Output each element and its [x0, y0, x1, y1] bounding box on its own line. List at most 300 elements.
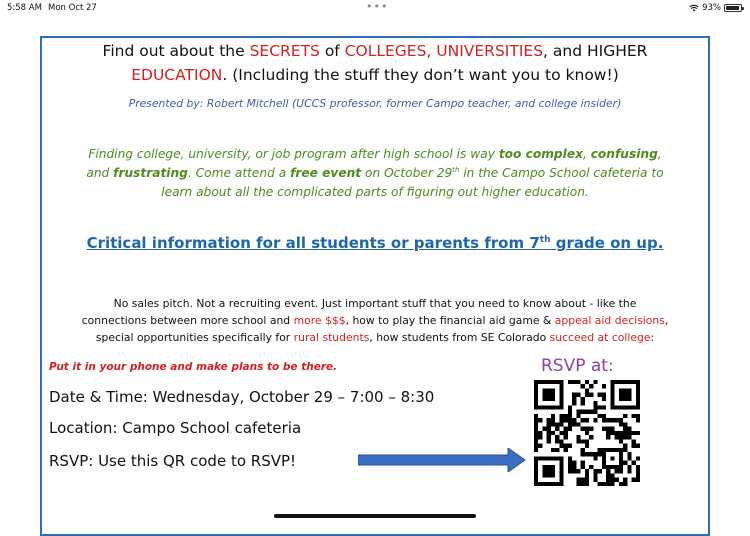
- right-arrow-icon: [358, 448, 526, 472]
- qr-module: [559, 456, 563, 460]
- qr-module: [534, 380, 538, 384]
- qr-module: [636, 418, 640, 422]
- qr-module: [581, 418, 585, 422]
- qr-module: [534, 482, 538, 486]
- qr-module: [555, 435, 559, 439]
- qr-module: [559, 422, 563, 426]
- qr-module: [619, 452, 623, 456]
- qr-module: [542, 469, 546, 473]
- qr-module: [538, 444, 542, 448]
- qr-module: [547, 405, 551, 409]
- qr-module: [623, 422, 627, 426]
- qr-module: [623, 380, 627, 384]
- qr-module: [568, 410, 572, 414]
- qr-module: [572, 465, 576, 469]
- intro-line-1: Finding college, university, or job program after high school is way too complex, confusing,: [88, 147, 662, 161]
- qr-module: [538, 431, 542, 435]
- qr-module: [572, 418, 576, 422]
- qr-module: [636, 469, 640, 473]
- qr-module: [615, 405, 619, 409]
- qr-module: [585, 388, 589, 392]
- qr-module: [559, 418, 563, 422]
- qr-module: [589, 384, 593, 388]
- qr-module: [585, 431, 589, 435]
- qr-module: [542, 397, 546, 401]
- qr-module: [538, 456, 542, 460]
- qr-module: [559, 478, 563, 482]
- qr-module: [559, 401, 563, 405]
- qr-module: [627, 469, 631, 473]
- qr-module: [547, 435, 551, 439]
- qr-module: [636, 444, 640, 448]
- qr-module: [606, 482, 610, 486]
- qr-module: [610, 448, 614, 452]
- qr-module: [632, 431, 636, 435]
- qr-module: [568, 405, 572, 409]
- qr-module: [534, 461, 538, 465]
- intro-line-2: and frustrating. Come attend a free event on October 29th in the Campo School cafeteria to: [86, 166, 664, 181]
- qr-module: [568, 422, 572, 426]
- qr-module: [547, 431, 551, 435]
- qr-module: [568, 465, 572, 469]
- qr-module: [542, 427, 546, 431]
- qr-module: [619, 422, 623, 426]
- qr-module: [547, 482, 551, 486]
- qr-module: [602, 452, 606, 456]
- qr-module: [610, 418, 614, 422]
- qr-module: [610, 397, 614, 401]
- qr-module: [585, 478, 589, 482]
- qr-module: [555, 456, 559, 460]
- qr-module: [534, 473, 538, 477]
- qr-module: [636, 414, 640, 418]
- qr-module: [581, 452, 585, 456]
- qr-module: [581, 427, 585, 431]
- qr-module: [627, 393, 631, 397]
- qr-module: [619, 397, 623, 401]
- qr-module: [559, 469, 563, 473]
- qr-module: [623, 482, 627, 486]
- qr-module: [589, 435, 593, 439]
- qr-module: [551, 388, 555, 392]
- qr-module: [598, 405, 602, 409]
- qr-module: [538, 418, 542, 422]
- qr-module: [593, 456, 597, 460]
- qr-module: [551, 465, 555, 469]
- qr-module: [593, 469, 597, 473]
- qr-module: [555, 405, 559, 409]
- qr-module: [610, 473, 614, 477]
- qr-module: [615, 431, 619, 435]
- qr-module: [534, 431, 538, 435]
- qr-module: [606, 478, 610, 482]
- qr-module: [585, 452, 589, 456]
- qr-module: [572, 469, 576, 473]
- qr-module: [623, 478, 627, 482]
- qr-module: [593, 405, 597, 409]
- qr-module: [534, 414, 538, 418]
- qr-module: [572, 422, 576, 426]
- qr-module: [606, 435, 610, 439]
- qr-module: [606, 431, 610, 435]
- qr-module: [623, 393, 627, 397]
- qr-module: [564, 431, 568, 435]
- qr-module: [619, 435, 623, 439]
- qr-module: [568, 380, 572, 384]
- qr-module: [568, 461, 572, 465]
- qr-module: [551, 380, 555, 384]
- qr-module: [576, 414, 580, 418]
- qr-module: [589, 393, 593, 397]
- qr-module: [636, 401, 640, 405]
- qr-module: [636, 397, 640, 401]
- put-it-in-phone-note: Put it in your phone and make plans to be there.: [49, 361, 338, 373]
- qr-module: [585, 393, 589, 397]
- qr-module: [547, 427, 551, 431]
- qr-module: [559, 384, 563, 388]
- qr-module: [542, 465, 546, 469]
- wifi-icon: [689, 4, 699, 12]
- qr-module: [623, 461, 627, 465]
- qr-module: [623, 444, 627, 448]
- qr-module: [559, 405, 563, 409]
- battery-icon: [724, 4, 742, 12]
- qr-module: [606, 465, 610, 469]
- qr-module: [606, 427, 610, 431]
- battery-percent: 93%: [702, 3, 721, 13]
- qr-module: [623, 435, 627, 439]
- qr-module: [619, 431, 623, 435]
- qr-module: [559, 482, 563, 486]
- qr-module: [606, 448, 610, 452]
- qr-module: [559, 397, 563, 401]
- status-right: [689, 3, 742, 13]
- qr-module: [559, 473, 563, 477]
- qr-module: [606, 418, 610, 422]
- qr-module: [636, 405, 640, 409]
- qr-module: [610, 465, 614, 469]
- qr-module: [610, 478, 614, 482]
- qr-module: [602, 456, 606, 460]
- qr-module: [585, 439, 589, 443]
- qr-module: [564, 435, 568, 439]
- qr-module: [564, 418, 568, 422]
- qr-module: [551, 456, 555, 460]
- qr-module: [551, 397, 555, 401]
- qr-module: [632, 461, 636, 465]
- body-line-3: special opportunities specifically for rural students, how students from SE Colorado succeed at college:: [95, 331, 655, 344]
- qr-module: [598, 448, 602, 452]
- qr-module: [568, 427, 572, 431]
- qr-module: [551, 393, 555, 397]
- qr-module: [534, 422, 538, 426]
- qr-module: [572, 401, 576, 405]
- qr-module: [547, 465, 551, 469]
- qr-module: [615, 465, 619, 469]
- qr-module: [627, 388, 631, 392]
- qr-module: [576, 469, 580, 473]
- location-line: Location: Campo School cafeteria: [49, 419, 302, 437]
- qr-module: [542, 473, 546, 477]
- qr-module: [602, 384, 606, 388]
- qr-module: [534, 465, 538, 469]
- qr-module: [610, 482, 614, 486]
- header-line-2: EDUCATION. (Including the stuff they don’t want you to know!): [131, 66, 619, 84]
- qr-module: [534, 397, 538, 401]
- qr-module: [610, 384, 614, 388]
- qr-module: [576, 439, 580, 443]
- qr-module: [619, 393, 623, 397]
- qr-module: [610, 405, 614, 409]
- qr-module: [534, 435, 538, 439]
- qr-module: [632, 414, 636, 418]
- qr-module: [636, 393, 640, 397]
- qr-module: [619, 465, 623, 469]
- qr-module: [627, 452, 631, 456]
- qr-module: [585, 418, 589, 422]
- qr-module: [619, 456, 623, 460]
- qr-module: [610, 456, 614, 460]
- qr-module: [598, 393, 602, 397]
- qr-module: [636, 478, 640, 482]
- qr-module: [615, 478, 619, 482]
- qr-module: [538, 380, 542, 384]
- qr-module: [559, 431, 563, 435]
- home-indicator[interactable]: [274, 514, 476, 518]
- qr-module: [542, 380, 546, 384]
- qr-module: [602, 465, 606, 469]
- qr-module: [623, 414, 627, 418]
- qr-module: [636, 465, 640, 469]
- qr-module: [576, 478, 580, 482]
- qr-module: [619, 439, 623, 443]
- qr-module: [572, 461, 576, 465]
- qr-module: [627, 431, 631, 435]
- qr-module: [581, 439, 585, 443]
- qr-module: [636, 473, 640, 477]
- qr-module: [632, 405, 636, 409]
- qr-module: [547, 473, 551, 477]
- qr-module: [593, 380, 597, 384]
- qr-module: [593, 418, 597, 422]
- qr-module: [547, 422, 551, 426]
- body-line-2: connections between more school and more $$$, how to play the financial aid game & appeal aid decisions,: [81, 314, 669, 327]
- qr-module: [602, 397, 606, 401]
- qr-module: [598, 469, 602, 473]
- qr-module: [547, 393, 551, 397]
- qr-module: [576, 393, 580, 397]
- qr-module: [551, 448, 555, 452]
- qr-module: [589, 427, 593, 431]
- qr-module: [610, 401, 614, 405]
- qr-module: [602, 427, 606, 431]
- qr-module: [534, 456, 538, 460]
- qr-module: [593, 478, 597, 482]
- qr-module: [636, 380, 640, 384]
- qr-module: [559, 461, 563, 465]
- qr-module: [589, 465, 593, 469]
- qr-module: [602, 482, 606, 486]
- qr-module: [598, 482, 602, 486]
- qr-module: [555, 439, 559, 443]
- presenter-line: Presented by: Robert Mitchell (UCCS professor, former Campo teacher, and college insider): [128, 97, 622, 110]
- qr-module: [559, 439, 563, 443]
- qr-module: [572, 397, 576, 401]
- qr-module: [627, 405, 631, 409]
- qr-module: [581, 478, 585, 482]
- qr-module: [568, 456, 572, 460]
- qr-module: [589, 410, 593, 414]
- qr-module: [538, 405, 542, 409]
- qr-module: [602, 393, 606, 397]
- qr-module: [547, 397, 551, 401]
- rsvp-at-label: RSVP at:: [541, 356, 614, 376]
- status-bar: [0, 0, 750, 16]
- qr-module: [547, 388, 551, 392]
- qr-module: [610, 380, 614, 384]
- qr-module: [551, 482, 555, 486]
- qr-module: [547, 456, 551, 460]
- qr-module: [534, 384, 538, 388]
- qr-module: [615, 380, 619, 384]
- qr-module: [581, 384, 585, 388]
- qr-module: [581, 397, 585, 401]
- qr-module: [576, 380, 580, 384]
- qr-module: [564, 444, 568, 448]
- qr-module: [559, 380, 563, 384]
- qr-module: [619, 482, 623, 486]
- qr-module: [534, 418, 538, 422]
- qr-module: [593, 473, 597, 477]
- qr-module: [534, 393, 538, 397]
- qr-module: [564, 448, 568, 452]
- qr-module: [568, 444, 572, 448]
- qr-module: [598, 452, 602, 456]
- qr-module: [547, 380, 551, 384]
- qr-module: [581, 448, 585, 452]
- qr-module: [585, 427, 589, 431]
- qr-module: [534, 469, 538, 473]
- qr-module: [555, 482, 559, 486]
- qr-module: [602, 405, 606, 409]
- qr-module: [619, 418, 623, 422]
- qr-module: [555, 448, 559, 452]
- qr-module: [534, 401, 538, 405]
- qr-module: [585, 482, 589, 486]
- qr-module: [623, 427, 627, 431]
- qr-module: [534, 427, 538, 431]
- qr-module: [632, 444, 636, 448]
- qr-module: [619, 380, 623, 384]
- qr-module: [636, 384, 640, 388]
- qr-module: [610, 431, 614, 435]
- qr-module: [542, 482, 546, 486]
- qr-module: [619, 388, 623, 392]
- qr-module: [542, 405, 546, 409]
- qr-module: [606, 469, 610, 473]
- qr-module: [585, 380, 589, 384]
- qr-module: [627, 456, 631, 460]
- qr-module: [551, 422, 555, 426]
- qr-module: [555, 422, 559, 426]
- qr-module: [572, 393, 576, 397]
- multitasking-dots[interactable]: •••: [366, 0, 389, 13]
- qr-module: [534, 444, 538, 448]
- qr-module: [619, 461, 623, 465]
- qr-module: [619, 448, 623, 452]
- intro-line-3: learn about all the complicated parts of figuring out higher education.: [161, 185, 589, 199]
- qr-module: [627, 465, 631, 469]
- qr-module: [602, 461, 606, 465]
- qr-module: [551, 469, 555, 473]
- qr-module: [593, 410, 597, 414]
- qr-module: [538, 435, 542, 439]
- qr-module: [559, 388, 563, 392]
- critical-info-line: Critical information for all students or parents from 7th grade on up.: [86, 234, 664, 252]
- qr-module: [615, 435, 619, 439]
- qr-module: [568, 418, 572, 422]
- qr-module: [585, 410, 589, 414]
- qr-module: [615, 418, 619, 422]
- rsvp-instruction-line: RSVP: Use this QR code to RSVP!: [49, 452, 297, 470]
- qr-module: [559, 444, 563, 448]
- qr-module: [610, 427, 614, 431]
- qr-module: [534, 439, 538, 443]
- qr-module: [559, 414, 563, 418]
- body-line-1: No sales pitch. Not a recruiting event. Just important stuff that you need to know about - like the: [113, 297, 637, 310]
- qr-module: [623, 397, 627, 401]
- qr-module: [542, 456, 546, 460]
- qr-module: [538, 482, 542, 486]
- qr-module: [551, 431, 555, 435]
- qr-module: [606, 473, 610, 477]
- qr-module: [564, 427, 568, 431]
- header-line-1: Find out about the SECRETS of COLLEGES, UNIVERSITIES, and HIGHER: [102, 42, 648, 60]
- qr-module: [576, 482, 580, 486]
- qr-module: [542, 388, 546, 392]
- qr-module: [581, 461, 585, 465]
- qr-module: [632, 439, 636, 443]
- qr-module: [602, 414, 606, 418]
- qr-module: [576, 410, 580, 414]
- qr-module: [576, 422, 580, 426]
- qr-module: [619, 405, 623, 409]
- qr-module: [555, 380, 559, 384]
- rsvp-qr-code[interactable]: [534, 380, 640, 486]
- qr-module: [581, 401, 585, 405]
- qr-module: [551, 418, 555, 422]
- qr-module: [619, 469, 623, 473]
- qr-module: [623, 431, 627, 435]
- qr-module: [551, 414, 555, 418]
- qr-module: [610, 388, 614, 392]
- qr-module: [589, 452, 593, 456]
- qr-module: [555, 427, 559, 431]
- qr-module: [585, 473, 589, 477]
- qr-module: [576, 435, 580, 439]
- qr-module: [593, 401, 597, 405]
- qr-module: [542, 393, 546, 397]
- qr-module: [564, 414, 568, 418]
- qr-module: [636, 388, 640, 392]
- qr-module: [627, 427, 631, 431]
- qr-module: [610, 393, 614, 397]
- qr-module: [632, 380, 636, 384]
- qr-module: [559, 393, 563, 397]
- status-time: 5:58 AM: [7, 3, 42, 13]
- qr-module: [615, 469, 619, 473]
- qr-module: [534, 478, 538, 482]
